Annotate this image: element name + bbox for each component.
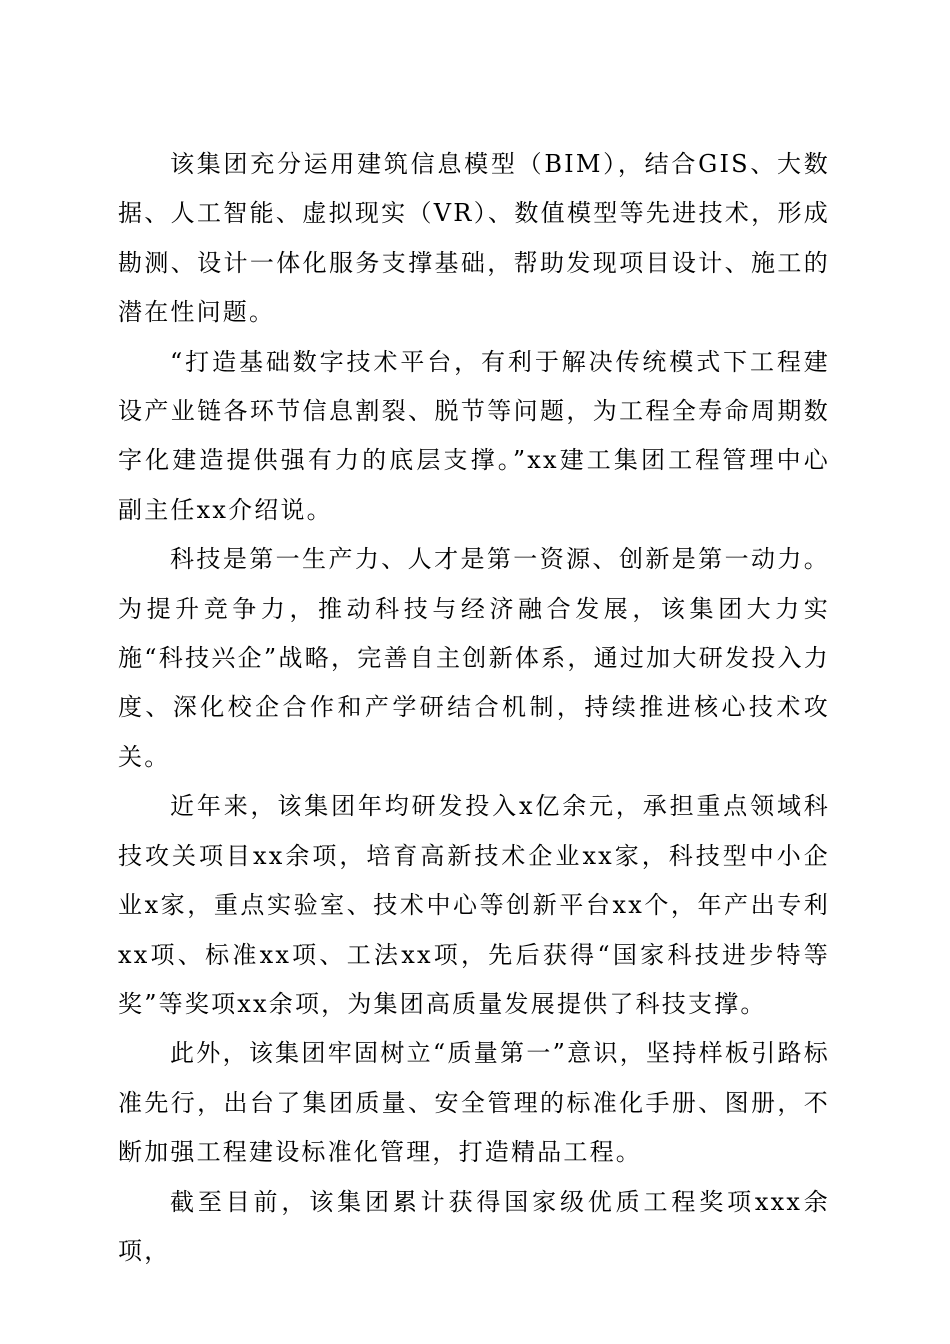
paragraph-awards: 截至目前，该集团累计获得国家级优质工程奖项xxx余项， bbox=[118, 1187, 830, 1265]
paragraph-rd-investment: 近年来，该集团年均研发投入x亿余元，承担重点领域科技攻关项目xx余项，培育高新技术企业xx家，科技型中小企业x家，重点实验室、技术中心等创新平台xx个，年产出专利xx项、标准xx项、工法xx项，先后获得“国家科技进步特等奖”等奖项xx余项，为集团高质量发展提供了科技支撑。 bbox=[118, 792, 830, 1018]
paragraph-quality-first: 此外，该集团牢固树立“质量第一”意识，坚持样板引路标准先行，出台了集团质量、安全管理的标准化手册、图册，不断加强工程建设标准化管理，打造精品工程。 bbox=[118, 1039, 830, 1167]
paragraph-bim-technology: 该集团充分运用建筑信息模型（BIM），结合GIS、大数据、人工智能、虚拟现实（VR）、数值模型等先进技术，形成勘测、设计一体化服务支撑基础，帮助发现项目设计、施工的潜在性问题。 bbox=[118, 150, 830, 327]
paragraph-tech-strategy: 科技是第一生产力、人才是第一资源、创新是第一动力。为提升竞争力，推动科技与经济融合发展，该集团大力实施“科技兴企”战略，完善自主创新体系，通过加大研发投入力度、深化校企合作和产学研结合机制，持续推进核心技术攻关。 bbox=[118, 545, 830, 771]
paragraph-digital-platform-quote: “打造基础数字技术平台，有利于解决传统模式下工程建设产业链各环节信息割裂、脱节等问题，为工程全寿命周期数字化建造提供强有力的底层支撑。”xx建工集团工程管理中心副主任xx介绍说。 bbox=[118, 347, 830, 524]
document-body bbox=[118, 140, 830, 1276]
